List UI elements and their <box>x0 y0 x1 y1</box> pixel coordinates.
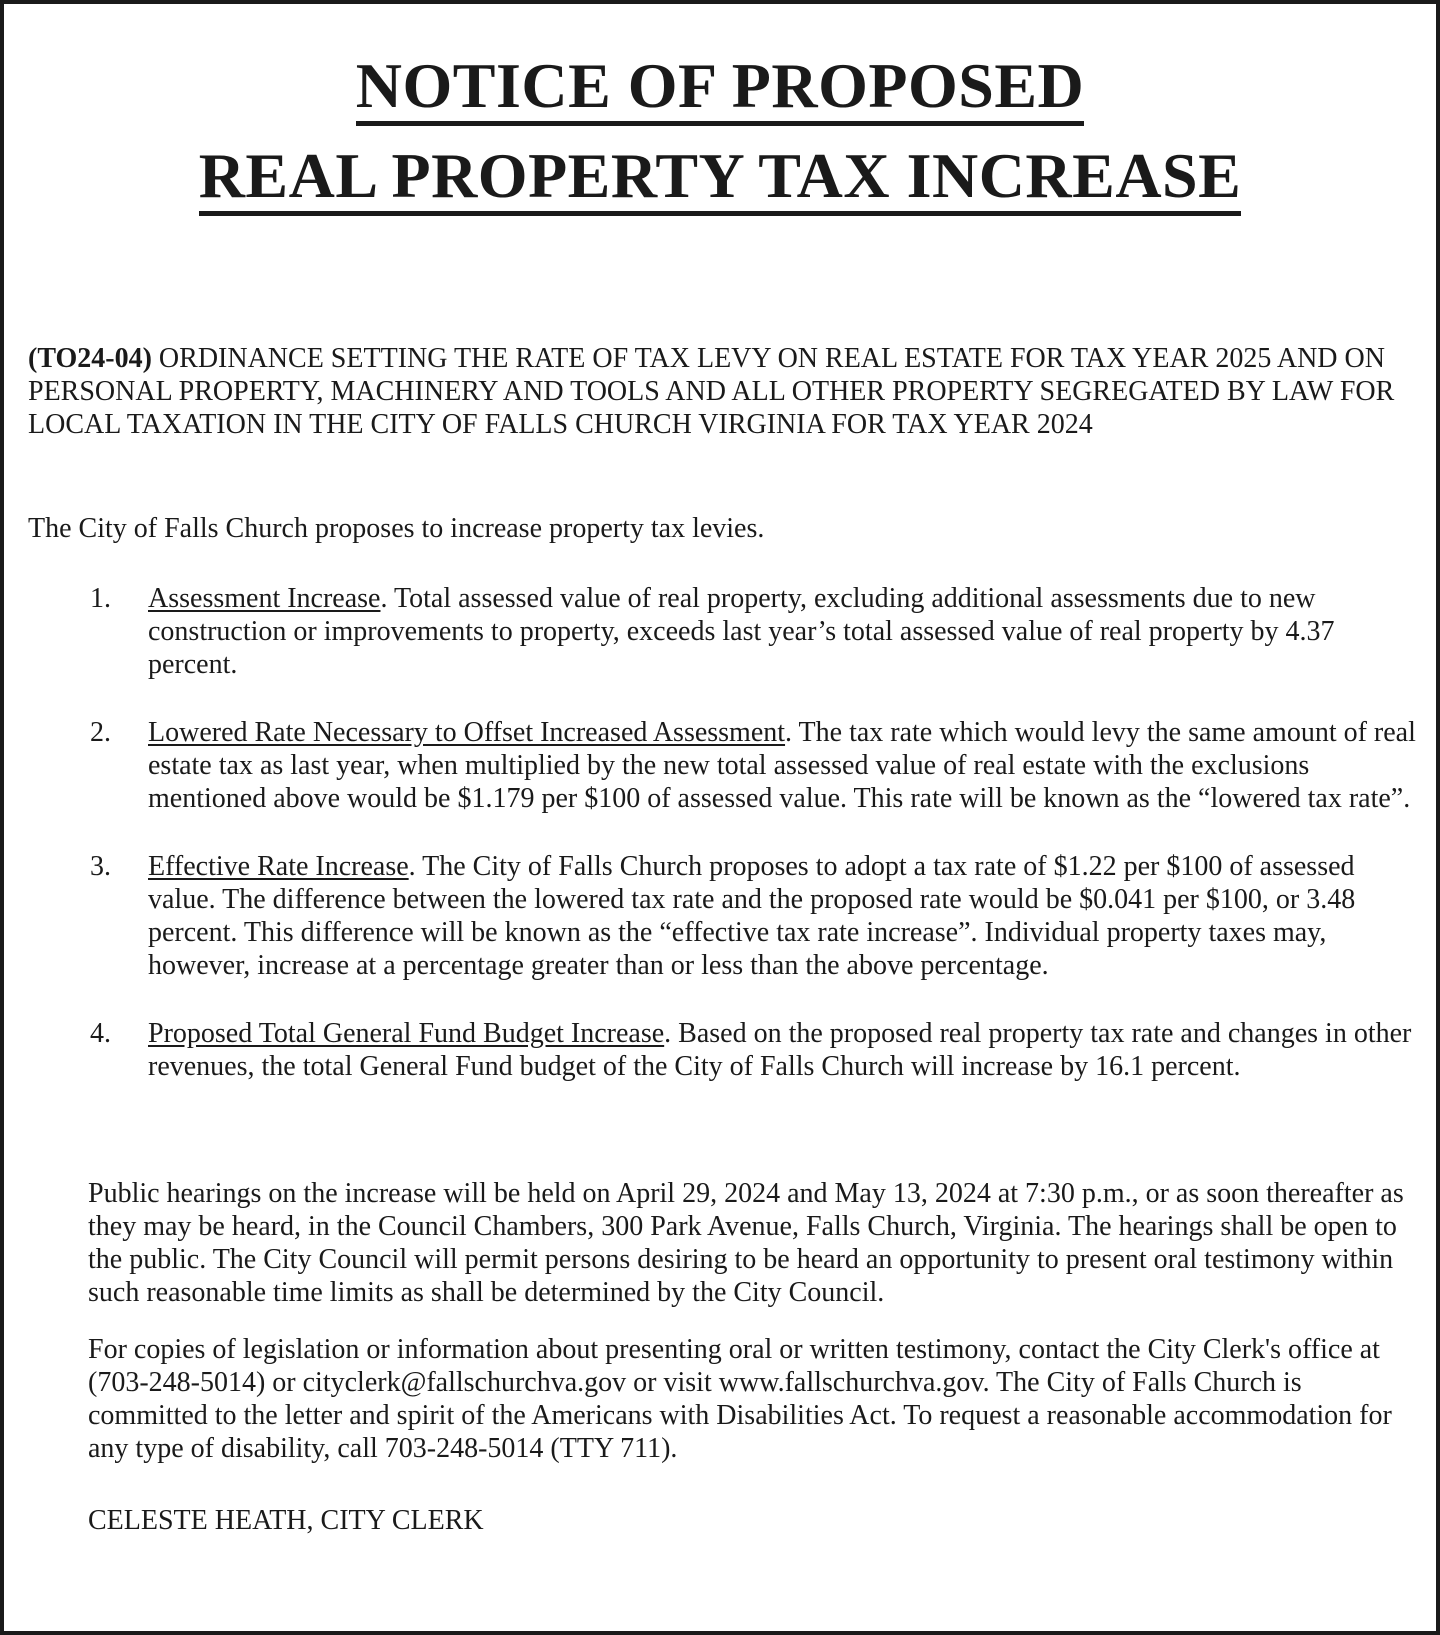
ordinance-heading <box>28 342 1414 441</box>
ordinance-code: (TO24-04) <box>28 343 152 374</box>
ordinance-text: ORDINANCE SETTING THE RATE OF TAX LEVY ON REAL ESTATE FOR TAX YEAR 2025 AND ON PERSONAL PROPERTY, MACHINERY AND TOOLS AND ALL OTHER PROPERTY SEGREGATED BY LAW FOR LOCAL TAXATION IN THE CITY OF FALLS CHURCH VIRGINIA FOR TAX YEAR 2024 <box>28 343 1395 440</box>
list-item-heading: Effective Rate Increase <box>148 851 409 882</box>
public-hearings-paragraph: Public hearings on the increase will be held on April 29, 2024 and May 13, 2024 at 7:30 p.m., or as soon thereafter as they may be heard, in the Council Chambers, 300 Park Avenue, Falls Church, Virginia. The hearings shall be open to the public. The City Council will permit persons desiring to be heard an opportunity to present oral testimony within such reasonable time limits as shall be determined by the City Council. <box>88 1178 1404 1308</box>
numbered-list <box>28 582 1416 1118</box>
list-item-heading: Lowered Rate Necessary to Offset Increased Assessment <box>148 717 786 748</box>
list-item-text: . Based on the proposed real property tax rate and changes in other revenues, the total General Fund budget of the City of Falls Church will increase by 16.1 percent. <box>148 1018 1412 1082</box>
contact-paragraph: For copies of legislation or information about presenting oral or written testimony, contact the City Clerk's office at (703-248-5014) or cityclerk@fallschurchva.gov or visit www.fallschurchva.gov. The City of Falls Church is committed to the letter and spirit of the Americans with Disabilities Act. To request a reasonable accommodation for any type of disability, call 703-248-5014 (TTY 711). <box>88 1334 1392 1464</box>
list-item-heading: Proposed Total General Fund Budget Increase <box>148 1018 665 1049</box>
list-item-body <box>148 1017 1416 1083</box>
list-item-text: . The City of Falls Church proposes to adopt a tax rate of $1.22 per $100 of assessed value. The difference between the lowered tax rate and the proposed rate would be $0.041 per $100, or 3.48 percent. This difference will be known as the “effective tax rate increase”. Individual property taxes may, however, increase at a percentage greater than or less than the above percentage. <box>148 851 1356 981</box>
list-item <box>28 850 1416 982</box>
list-item-number: 1. <box>90 583 111 614</box>
signature: CELESTE HEATH, CITY CLERK <box>88 1505 484 1536</box>
list-item <box>28 1017 1416 1083</box>
list-item-body <box>148 850 1416 982</box>
list-item-text: . The tax rate which would levy the same amount of real estate tax as last year, when multiplied by the new total assessed value of real estate with the exclusions mentioned above would be $1.179 per $100 of assessed value. This rate will be known as the “lowered tax rate”. <box>148 717 1416 814</box>
lead-statement: The City of Falls Church proposes to increase property tax levies. <box>28 513 765 544</box>
title-line-2: REAL PROPERTY TAX INCREASE <box>199 141 1242 216</box>
title-line-1: NOTICE OF PROPOSED <box>356 51 1084 126</box>
list-item-heading: Assessment Increase <box>148 583 381 614</box>
list-item <box>28 716 1416 815</box>
list-item-number: 2. <box>90 717 111 748</box>
list-item <box>28 582 1416 681</box>
list-item-body <box>148 716 1416 815</box>
list-item-number: 3. <box>90 851 111 882</box>
list-item-text: . Total assessed value of real property, excluding additional assessments due to new construction or improvements to property, exceeds last year’s total assessed value of real property by 4.37 percent. <box>148 583 1335 680</box>
notice-title <box>4 4 1436 224</box>
list-item-number: 4. <box>90 1018 111 1049</box>
list-item-body <box>148 582 1416 681</box>
